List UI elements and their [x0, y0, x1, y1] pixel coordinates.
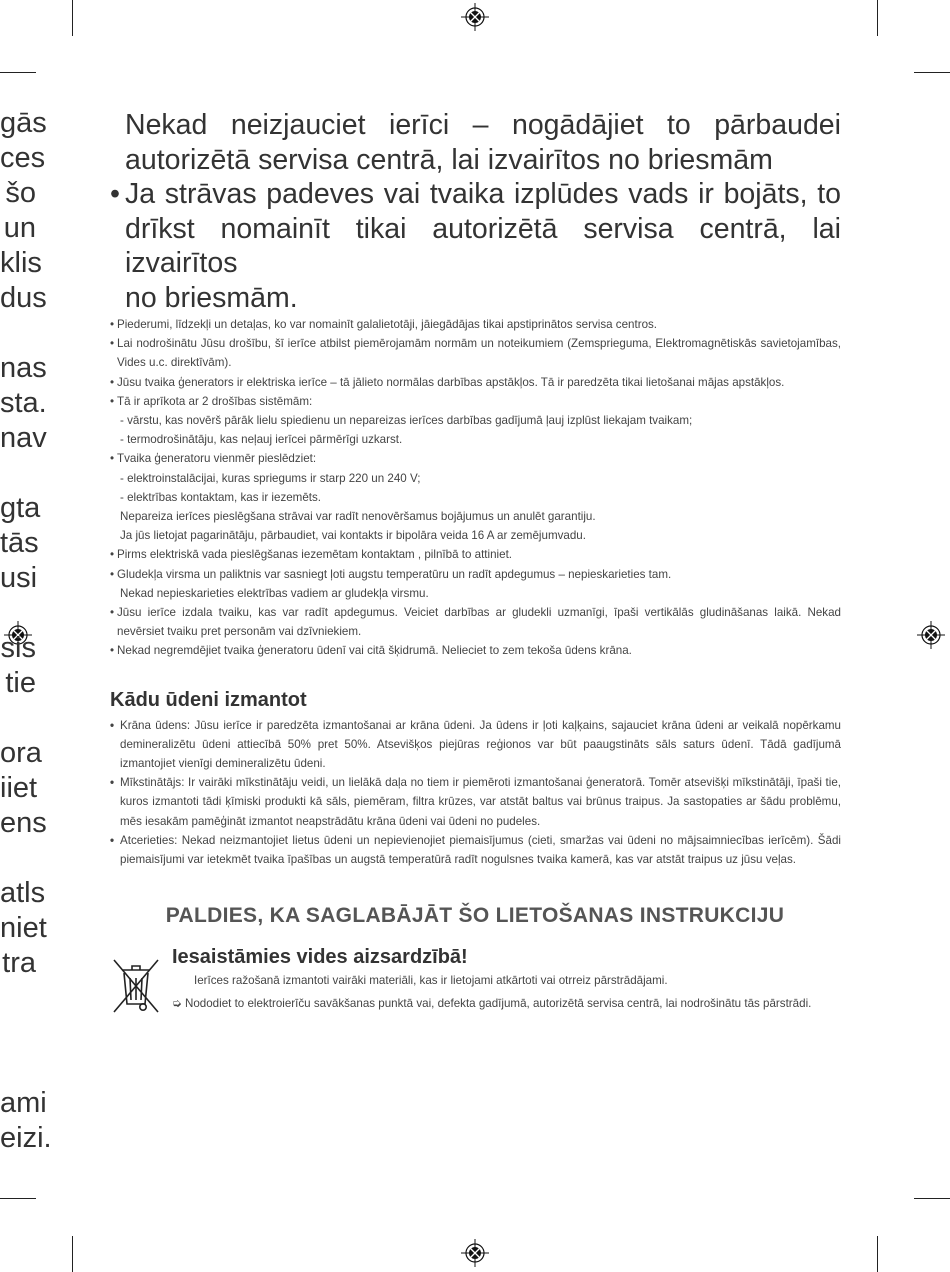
- crop-mark: [877, 0, 878, 36]
- main-content: [110, 108, 841, 869]
- registration-mark-icon: [917, 621, 945, 649]
- section-heading: Kādu ūdeni izmantot: [110, 688, 307, 711]
- bleed-line: [0, 456, 36, 491]
- bleed-line: dus: [0, 282, 47, 314]
- bleed-line: iiet: [0, 772, 38, 804]
- crop-mark: [0, 1198, 36, 1199]
- water-list: [110, 716, 841, 870]
- list-item: • Nekad negremdējiet tvaika ģeneratoru ūdenī vai citā šķidrumā. Nelieciet to zem tekoša ūdens krāna.: [110, 644, 632, 658]
- registration-mark-icon: [461, 1239, 489, 1267]
- bleed-line: gās: [0, 107, 47, 139]
- list-item: • Tvaika ģeneratoru vienmēr pieslēdziet:: [110, 452, 317, 466]
- bleed-line: atls: [0, 877, 46, 909]
- intro-line: Nekad neizjauciet ierīci – nogādājiet to pārbaudei: [125, 109, 841, 141]
- list-item: • Pirms elektriskā vada pieslēgšanas iezemētam kontaktam , pilnībā to attiniet.: [110, 548, 513, 562]
- bleed-line: un: [3, 212, 36, 244]
- list-item: • Lai nodrošinātu Jūsu drošību, šī ierīce atbilst piemērojamām normām un noteikumiem (Zemsprieguma, Elektromagnētiskās savietojamības, Vides u.c. direktīvām).: [110, 337, 841, 370]
- crop-mark: [914, 72, 950, 73]
- bleed-line: nav: [0, 422, 47, 454]
- bleed-line: eizi.: [0, 1122, 52, 1154]
- bleed-line: ora: [0, 737, 42, 769]
- bleed-line: tra: [2, 947, 36, 979]
- list-item: • Tā ir aprīkota ar 2 drošības sistēmām:: [110, 394, 313, 408]
- safety-list: [110, 315, 841, 661]
- intro-bullet-line: no briesmām.: [125, 281, 298, 314]
- bleed-line: [0, 841, 36, 876]
- list-subitem: Nepareiza ierīces pieslēgšana strāvai var radīt nenovēršamus bojājumus un anulēt garantiju.: [120, 510, 596, 524]
- bleed-line: [0, 1016, 36, 1051]
- intro-bullet: [110, 177, 841, 315]
- intro-bullet-line: drīkst nomainīt tikai autorizētā servisa centrā, lai izvairītos: [125, 212, 841, 279]
- bleed-line: [0, 701, 36, 736]
- bleed-line: niet: [0, 912, 47, 944]
- list-item: • Gludekļa virsma un paliktnis var sasniegt ļoti augstu temperatūru un radīt apdegumus – nepieskarieties tam.: [110, 567, 672, 581]
- crop-mark: [914, 1198, 950, 1199]
- crop-mark: [72, 1236, 73, 1272]
- bleed-line: [0, 1051, 36, 1086]
- bleed-line: [0, 316, 36, 351]
- list-item: • Jūsu tvaika ģenerators ir elektriska ierīce – tā jālieto normālas darbības apstākļos. Tā ir paredzēta tikai lietošanai mājas apstākļos.: [110, 375, 785, 389]
- bleed-line: nas: [0, 352, 47, 384]
- bullet-dot: •: [110, 178, 120, 210]
- crossed-out-wheelie-bin-icon: [110, 954, 162, 1016]
- list-item: • Atcerieties: Nekad neizmantojiet lietus ūdeni un nepievienojiet piemaisījumus (cieti, smaržas vai ūdeni no mājsaimniecības ierīcēm). Šādi piemaisījumi var ietekmēt tvaika īpašības un augstā temperatūrā radīt nogulsnes tvaika kamerā, kas var atstāt traipus uz jūsu veļas.: [110, 833, 841, 867]
- bleed-line: [0, 981, 36, 1016]
- environment-heading: Iesaistāmies vides aizsardzībā!: [172, 946, 468, 968]
- bleed-line: ces: [0, 142, 46, 174]
- thanks-heading: PALDIES, KA SAGLABĀJĀT ŠO LIETOŠANAS INSTRUKCIJU: [165, 904, 785, 927]
- bleed-line: ami: [0, 1087, 47, 1119]
- bleed-line: tie: [5, 667, 36, 699]
- bleed-line: gta: [0, 492, 41, 524]
- crop-mark: [72, 0, 73, 36]
- bleed-text-column: [0, 106, 52, 1156]
- list-subitem: Ja jūs lietojat pagarinātāju, pārbaudiet, vai kontakts ir bipolāra veida 16 A ar zemējumvadu.: [120, 529, 586, 543]
- bleed-line: šo: [5, 177, 36, 209]
- intro-bullet-line: Ja strāvas padeves vai tvaika izplūdes vads ir bojāts, to: [125, 178, 841, 210]
- list-subitem: - elektroinstalācijai, kuras spriegums ir starp 220 un 240 V;: [120, 471, 421, 485]
- list-item: • Mīkstinātājs: Ir vairāki mīkstinātāju veidi, un lielākā daļa no tiem ir piemēroti izmantošanai ģeneratorā. Tomēr atsevišķi mīkstinātāji, īpaši tie, kuros izmantoti tādi ķīmiski produkti kā sāls, piemēram, filtra krūzes, var atstāt baltus vai brūnus traipus. Ja sastopaties ar šādu problēmu, mēs iesakām pamēģināt izmantot neapstrādātu krāna ūdeni vai ūdeni no pudeles.: [110, 776, 841, 828]
- intro-line: autorizētā servisa centrā, lai izvairītos no briesmām: [125, 143, 773, 176]
- crop-mark: [0, 72, 36, 73]
- bleed-line: klis: [0, 247, 42, 279]
- registration-mark-icon: [461, 3, 489, 31]
- list-item: • Jūsu ierīce izdala tvaiku, kas var radīt apdegumus. Veiciet darbības ar gludekli uzmanīgi, īpaši vertikālās gludināšanas laikā. Nekad nevērsiet tvaiku pret personām vai dzīvniekiem.: [110, 606, 841, 639]
- list-subitem: - elektrības kontaktam, kas ir iezemēts.: [120, 490, 322, 504]
- bleed-line: [0, 596, 36, 631]
- list-item: • Piederumi, līdzekļi un detaļas, ko var nomainīt galalietotāji, jāiegādājas tikai apstiprinātos servisa centros.: [110, 318, 658, 331]
- list-subitem: - termodrošinātāju, kas neļauj ierīcei pārmērīgi uzkarst.: [120, 433, 403, 447]
- environment-instruction: [172, 996, 811, 1010]
- list-subitem: Nekad nepieskarieties elektrības vadiem ar gludekļa virsmu.: [120, 586, 429, 600]
- crop-mark: [877, 1236, 878, 1272]
- bleed-line: sta.: [0, 387, 47, 419]
- bleed-line: ens: [0, 807, 47, 839]
- list-item: • Krāna ūdens: Jūsu ierīce ir paredzēta izmantošanai ar krāna ūdeni. Ja ūdens ir ļoti kaļķains, sajauciet krāna ūdeni ar veikalā nopērkamu demineralizētu ūdeni attiecībā 50% pret 50%. Atsevišķos piejūras reģionos var būt paaugstināts sāls saturs ūdenī. Tādā gadījumā izmantojiet vienīgi demineralizētu ūdeni.: [110, 718, 841, 771]
- bleed-line: tās: [0, 527, 39, 559]
- arrow-icon: ➭: [172, 997, 182, 1010]
- bleed-line: usi: [0, 562, 38, 594]
- environment-text: Ierīces ražošanā izmantoti vairāki materiāli, kas ir lietojami atkārtoti vai otrreiz pārstrādājami.: [194, 974, 668, 987]
- bleed-line: sis: [0, 632, 36, 664]
- list-subitem: - vārstu, kas novērš pārāk lielu spiedienu un nepareizas ierīces darbības gadījumā ļauj izplūst liekajam tvaikam;: [120, 414, 693, 428]
- environment-instruction-text: Nododiet to elektroierīču savākšanas punktā vai, defekta gadījumā, autorizētā servisa centrā, lai nodrošinātu tās pārstrādi.: [184, 997, 812, 1010]
